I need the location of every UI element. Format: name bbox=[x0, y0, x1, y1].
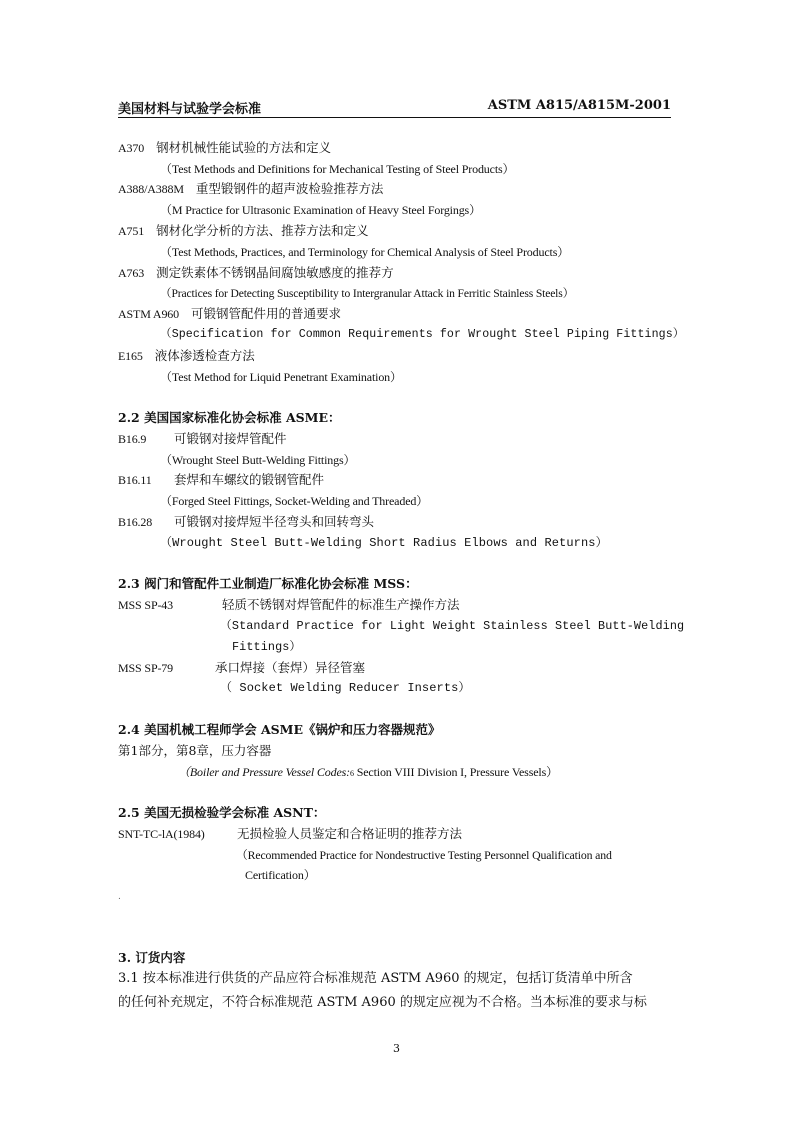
ref-title-zh: 可锻钢对接焊管配件 bbox=[174, 431, 287, 446]
ref-code: A751 bbox=[118, 224, 145, 238]
section-2-3-heading: 2.3 阀门和管配件工业制造厂标准化协会标准 MSS： bbox=[118, 576, 418, 591]
ref-title-zh: 无损检验人员鉴定和合格证明的推荐方法 bbox=[237, 826, 463, 841]
ref-title-en: （Wrought Steel Butt-Welding Short Radius Elbows and Returns） bbox=[160, 536, 608, 550]
ref-code: SNT-TC-lA(1984) bbox=[118, 827, 205, 841]
ref-title-zh: 钢材机械性能试验的方法和定义 bbox=[156, 140, 332, 155]
asme-code-footnote-mark: 6 bbox=[350, 769, 354, 778]
ref-code: A763 bbox=[118, 266, 145, 280]
ref-a370 bbox=[118, 140, 331, 156]
ref-title-zh: 轻质不锈钢对焊管配件的标准生产操作方法 bbox=[222, 597, 460, 612]
ref-code: ASTM A960 bbox=[118, 307, 179, 321]
ref-code: B16.11 bbox=[118, 473, 152, 487]
ref-title-zh: 可锻钢对接焊短半径弯头和回转弯头 bbox=[174, 514, 375, 529]
ref-b16-11 bbox=[118, 472, 324, 488]
section-2-5-heading: 2.5 美国无损检验学会标准 ASNT： bbox=[118, 805, 326, 820]
ref-mss-sp-79 bbox=[118, 660, 365, 676]
ref-code: MSS SP-43 bbox=[118, 598, 174, 612]
ref-title-en: （Practices for Detecting Susceptibility to Intergranular Attack in Ferritic Stainless Steels） bbox=[160, 287, 575, 300]
ref-title-zh: 重型锻钢件的超声波检验推荐方法 bbox=[195, 181, 384, 196]
ref-title-en-continued: Fittings） bbox=[232, 640, 302, 654]
ref-b16-9 bbox=[118, 431, 287, 447]
asme-code-part: 第1部分，第8章，压力容器 bbox=[118, 743, 272, 758]
ref-code: B16.9 bbox=[118, 432, 147, 446]
ref-a960 bbox=[118, 306, 341, 322]
ref-e165 bbox=[118, 348, 255, 364]
ref-title-zh: 测定铁素体不锈钢晶间腐蚀敏感度的推荐方 bbox=[156, 265, 394, 280]
ref-title-zh: 液体渗透检查方法 bbox=[154, 348, 255, 363]
ref-title-en: （Test Methods and Definitions for Mechanical Testing of Steel Products） bbox=[160, 162, 515, 176]
body-paragraph-line: 3.1 按本标准进行供货的产品应符合标准规范 ASTM A960 的规定，包括订货清单中所含 bbox=[118, 971, 633, 986]
ref-title-zh: 承口焊接（套焊）异径管塞 bbox=[215, 660, 366, 675]
ref-title-en: （Standard Practice for Light Weight Stainless Steel Butt-Welding bbox=[220, 619, 685, 633]
stray-mark: . bbox=[118, 892, 121, 902]
ref-a763 bbox=[118, 265, 394, 281]
ref-snt-tc-1a bbox=[118, 826, 462, 842]
ref-title-en: （Test Method for Liquid Penetrant Examination） bbox=[160, 370, 402, 384]
ref-code: E165 bbox=[118, 349, 143, 363]
ref-title-en: （Wrought Steel Butt-Welding Fittings） bbox=[160, 453, 356, 467]
ref-a751 bbox=[118, 223, 369, 239]
page-number: 3 bbox=[393, 1042, 400, 1055]
section-3-heading: 3. 订货内容 bbox=[118, 950, 186, 965]
asme-code-title-italic: （Boiler and Pressure Vessel Codes: bbox=[178, 765, 350, 779]
ref-title-en: （ Socket Welding Reducer Inserts） bbox=[220, 681, 471, 695]
ref-title-en: （Test Methods, Practices, and Terminology for Chemical Analysis of Steel Products） bbox=[160, 245, 570, 259]
ref-b16-28 bbox=[118, 514, 374, 530]
ref-title-en-continued: Certification） bbox=[245, 868, 316, 882]
section-2-2-heading: 2.2 美国国家标准化协会标准 ASME： bbox=[118, 410, 341, 425]
ref-title-en: （Forged Steel Fittings, Socket-Welding and Threaded） bbox=[160, 494, 429, 508]
ref-mss-sp-43 bbox=[118, 597, 460, 613]
header-standard-code: ASTM A815/A815M-2001 bbox=[487, 98, 671, 113]
ref-a388 bbox=[118, 181, 383, 197]
ref-code: B16.28 bbox=[118, 515, 153, 529]
ref-title-en: （Specification for Common Requirements for Wrought Steel Piping Fittings） bbox=[160, 328, 685, 341]
header-title: 美国材料与试验学会标准 bbox=[118, 102, 262, 117]
ref-title-en: （Recommended Practice for Nondestructive Testing Personnel Qualification and bbox=[236, 848, 612, 862]
section-2-4-heading: 2.4 美国机械工程师学会 ASME《锅炉和压力容器规范》 bbox=[118, 722, 441, 737]
ref-title-zh: 可锻钢管配件用的普通要求 bbox=[191, 306, 342, 321]
ref-code: A370 bbox=[118, 141, 145, 155]
body-paragraph-line: 的任何补充规定，不符合标准规范 ASTM A960 的规定应视为不合格。当本标准的要求与标 bbox=[118, 995, 647, 1010]
ref-title-zh: 套焊和车螺纹的锻钢管配件 bbox=[174, 472, 325, 487]
ref-code: A388/A388M bbox=[118, 182, 184, 196]
ref-title-en: （M Practice for Ultrasonic Examination of Heavy Steel Forgings） bbox=[160, 203, 481, 217]
ref-code: MSS SP-79 bbox=[118, 661, 174, 675]
asme-code-title-rest: Section VIII Division I, Pressure Vessels） bbox=[353, 765, 558, 779]
ref-title-zh: 钢材化学分析的方法、推荐方法和定义 bbox=[156, 223, 369, 238]
header-rule bbox=[118, 117, 671, 118]
asme-code-title-en bbox=[178, 764, 558, 782]
